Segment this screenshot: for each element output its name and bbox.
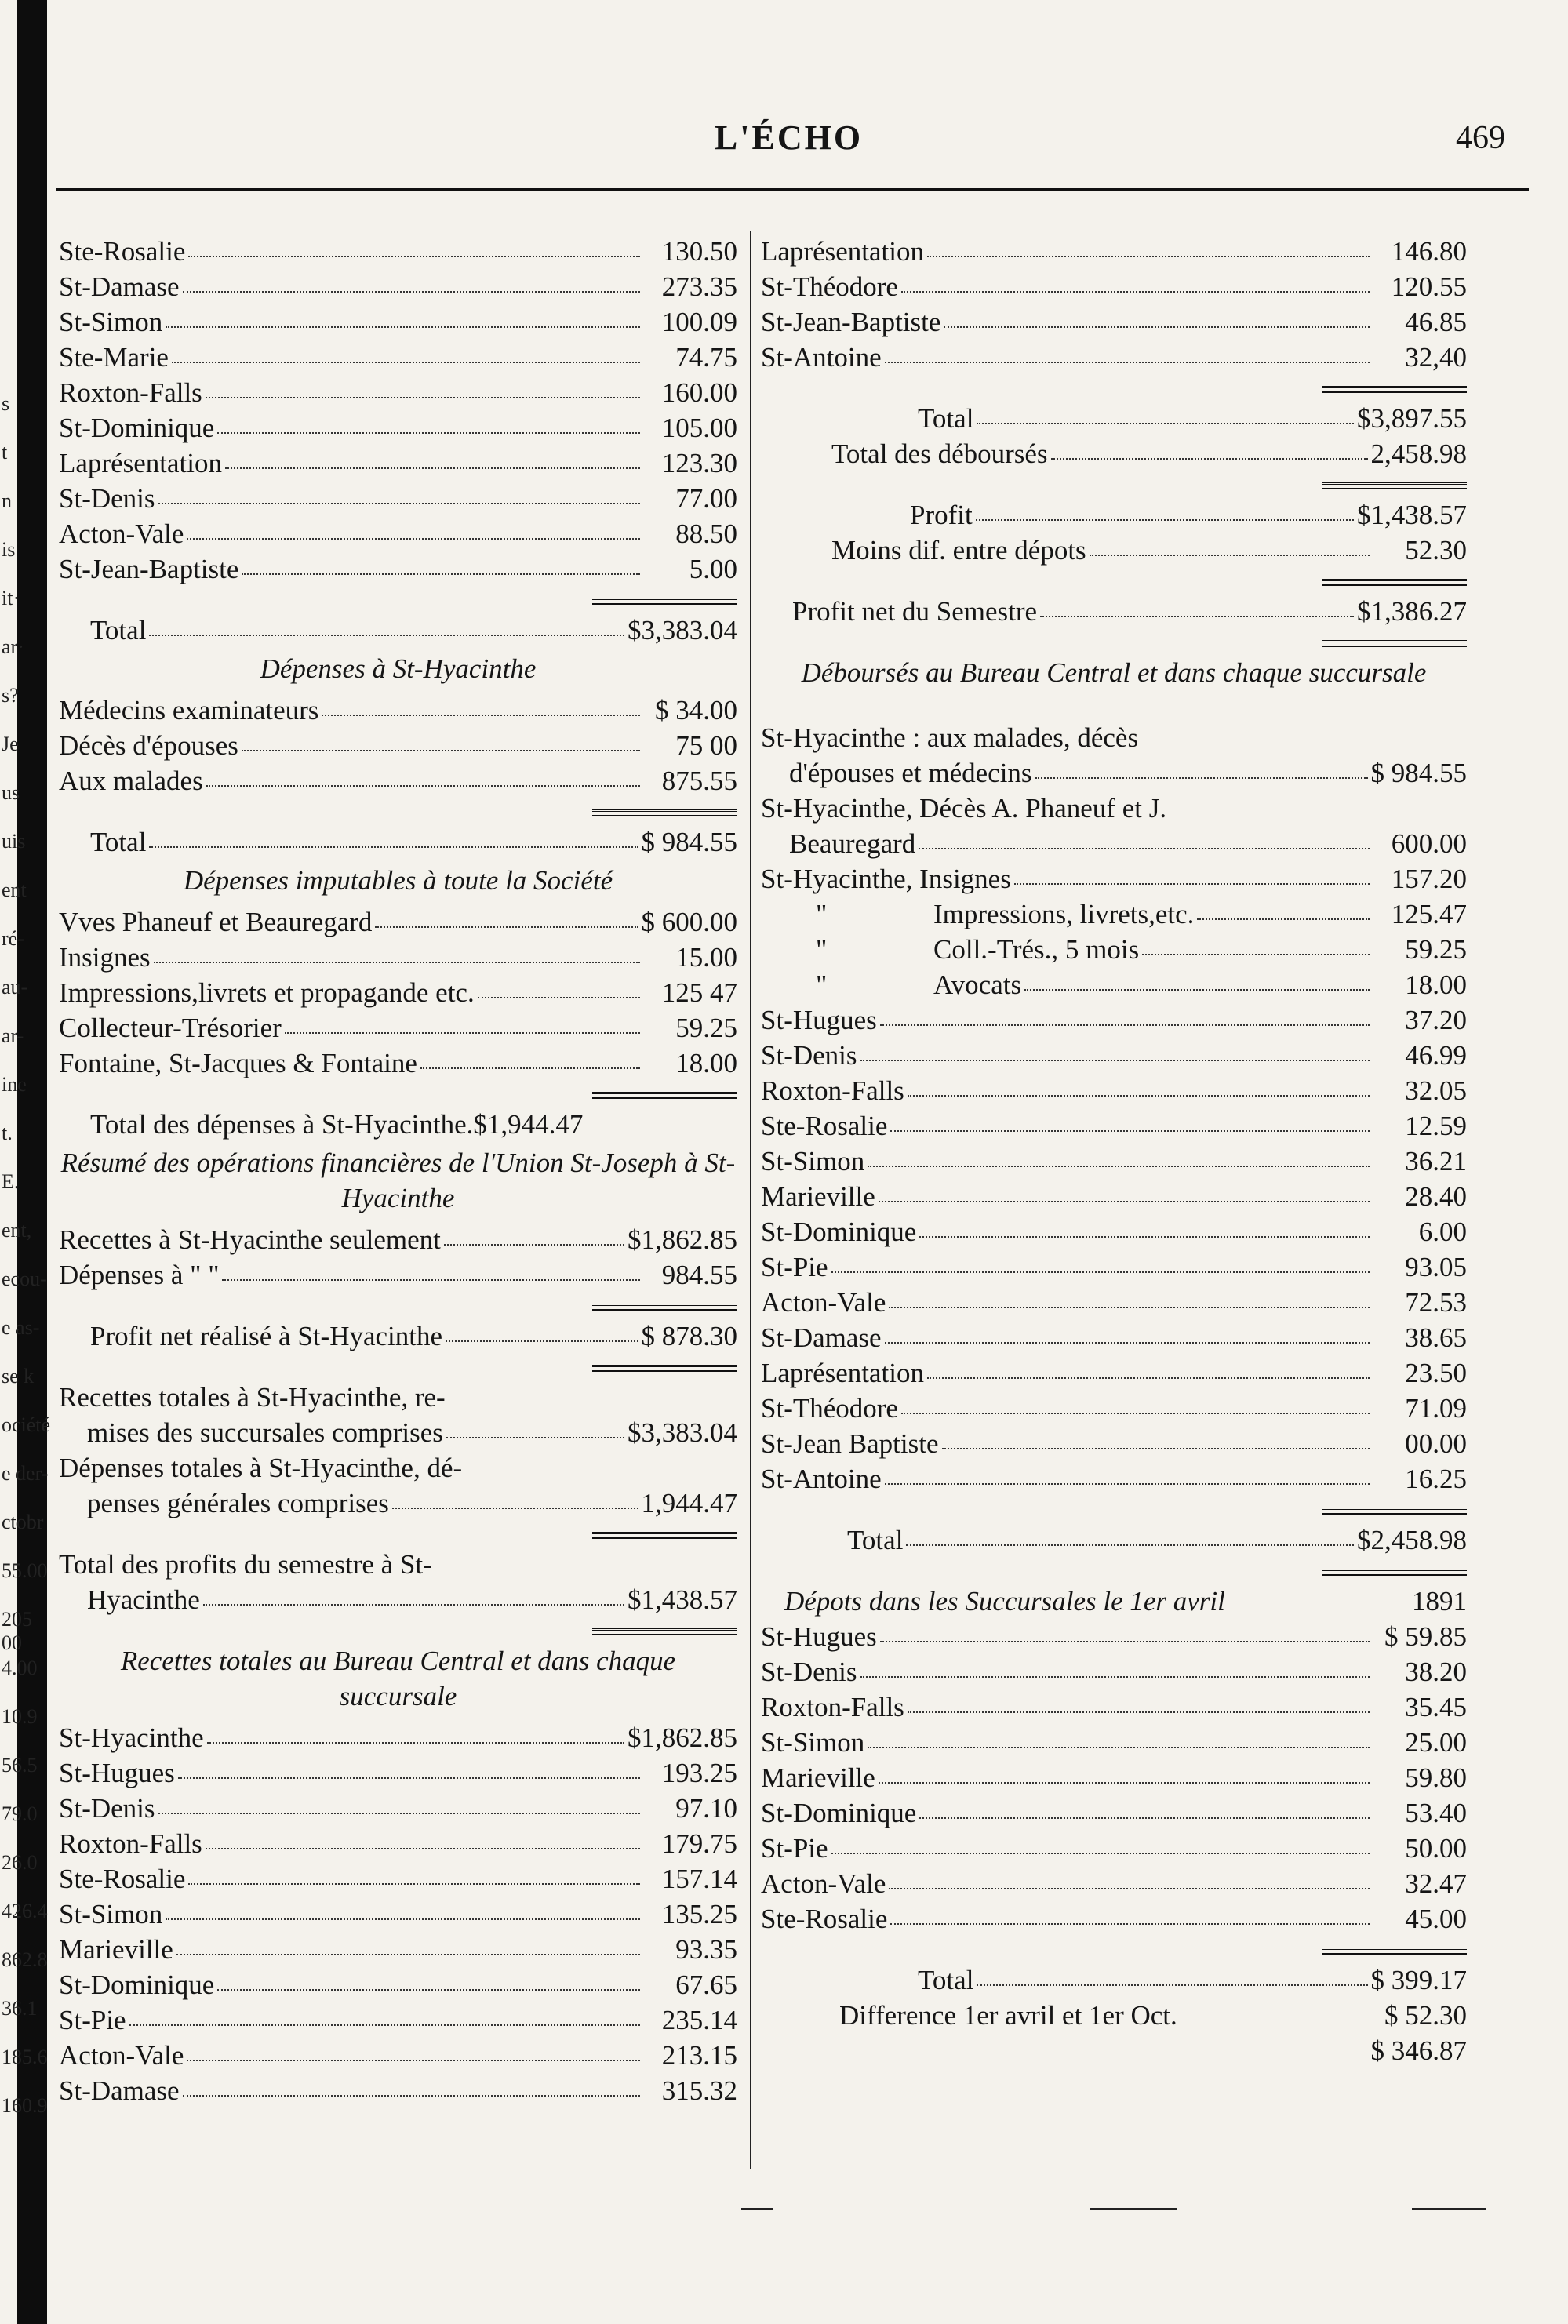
ledger-amount: 273.35: [661, 271, 737, 302]
ledger-amount: 71.09: [1405, 1393, 1467, 1424]
ditto-mark: ": [816, 934, 828, 965]
debourse-total-row: Total $2,458.98: [847, 1525, 1467, 1555]
gutter-fragment: 160.9: [2, 2094, 48, 2117]
ledger-row: [761, 1214, 1467, 1249]
ledger-row: [761, 1391, 1467, 1426]
ledger-label: Ste-Marie: [59, 342, 169, 373]
ledger-label: St-Denis: [59, 1793, 155, 1824]
ledger-label: Impressions,livrets et propagande etc.: [59, 977, 475, 1008]
ledger-row: [761, 234, 1467, 269]
ledger-label: St-Jean-Baptiste: [761, 307, 941, 337]
ledger-row: [761, 1725, 1467, 1760]
ledger-amount: 35.45: [1405, 1692, 1467, 1722]
ledger-amount: $1,862.85: [628, 1722, 737, 1753]
ledger-amount: 72.53: [1405, 1287, 1467, 1318]
gutter-fragment: Je: [2, 733, 19, 755]
gutter-fragment: 185.6: [2, 2046, 48, 2068]
gutter-fragment: 426.4: [2, 1900, 48, 1922]
debourses-list: [761, 1002, 1467, 1497]
section-heading-resume: Résumé des opérations financières de l'Union St-Joseph à St-Hyacinthe: [60, 1147, 736, 1213]
ledger-amount: 50.00: [1405, 1833, 1467, 1864]
ledger-label: St-Pie: [59, 2005, 126, 2035]
gutter-fragment: s: [2, 392, 10, 415]
ledger-row: [761, 1073, 1467, 1108]
ledger-row: [59, 1967, 737, 2002]
gutter-fragment: ar-: [2, 1024, 24, 1047]
right-column: [761, 234, 1467, 2068]
ledger-row: [761, 304, 1467, 340]
ledger-label: Ste-Rosalie: [59, 1864, 186, 1894]
ledger-row: [59, 410, 737, 446]
ledger-label: St-Simon: [761, 1146, 865, 1177]
ledger-label: Acton-Vale: [761, 1868, 886, 1899]
gutter-fragment: 205 00: [2, 1608, 32, 1654]
depenses-totales-entry: Dépenses totales à St-Hyacinthe, dé- penses générales comprises 1,944.47: [59, 1453, 737, 1518]
total-profits-entry: Total des profits du semestre à St- Hyacinthe $1,438.57: [59, 1549, 737, 1615]
ledger-label: Laprésentation: [59, 448, 222, 478]
ledger-amount: 36.21: [1405, 1146, 1467, 1177]
ledger-row: [59, 2073, 737, 2108]
ledger-row: [59, 728, 737, 763]
ledger-row: [59, 975, 737, 1010]
ledger-row: [59, 1826, 737, 1861]
ledger-row: [761, 1654, 1467, 1689]
column-divider: [750, 231, 751, 2169]
ledger-label: St-Hugues: [761, 1005, 877, 1035]
ledger-label: Insignes: [59, 942, 151, 973]
ledger-amount: 74.75: [675, 342, 737, 373]
sum-rule: [592, 598, 737, 605]
ledger-label: St-Dominique: [761, 1798, 917, 1828]
sum-rule: [592, 1532, 737, 1539]
section-heading-depenses: Dépenses à St-Hyacinthe: [260, 653, 537, 684]
ledger-row: [761, 1179, 1467, 1214]
ledger-row: [59, 304, 737, 340]
gutter-fragment: ine: [2, 1073, 27, 1096]
total-debourses-row: Total des déboursés 2,458.98: [831, 438, 1467, 469]
sum-rule: [592, 809, 737, 816]
ledger-label: Laprésentation: [761, 236, 924, 267]
ledger-amount: 46.85: [1405, 307, 1467, 337]
ledger-amount: 93.05: [1405, 1252, 1467, 1282]
ledger-row: [761, 932, 1467, 967]
ledger-row: [761, 1038, 1467, 1073]
total-row: Total $3,383.04: [90, 615, 737, 646]
ledger-label: St-Dominique: [59, 413, 215, 443]
ledger-amount: 120.55: [1391, 271, 1467, 302]
ledger-label: Avocats: [933, 969, 1022, 1000]
sum-rule: [592, 1365, 737, 1372]
ledger-label: Roxton-Falls: [59, 377, 202, 408]
ledger-label: St-Damase: [59, 271, 180, 302]
ledger-label: Marieville: [761, 1762, 875, 1793]
ledger-amount: 315.32: [661, 2075, 737, 2106]
ledger-label: Marieville: [761, 1181, 875, 1212]
ledger-amount: 5.00: [689, 554, 737, 584]
gutter-fragment: ré-: [2, 927, 24, 950]
recettes-list: [59, 1720, 737, 2108]
ledger-label: Fontaine, St-Jacques & Fontaine: [59, 1048, 417, 1078]
sum-rule: [1322, 1508, 1467, 1515]
page-number: 469: [1456, 120, 1505, 156]
ledger-row: [761, 897, 1467, 932]
gutter-fragment: 26.0: [2, 1851, 38, 1874]
ledger-amount: 179.75: [661, 1828, 737, 1859]
ledger-row: [761, 1426, 1467, 1461]
sum-rule: [1322, 1569, 1467, 1576]
ledger-label: St-Simon: [59, 307, 163, 337]
sum-rule: [592, 1092, 737, 1099]
ledger-label: St-Jean Baptiste: [761, 1428, 939, 1459]
ledger-row: [761, 1831, 1467, 1866]
gutter-fragment: it·: [2, 587, 20, 609]
gutter-fragment: 862.8: [2, 1948, 48, 1971]
ledger-row: [59, 1791, 737, 1826]
ledger-amount: 18.00: [1405, 969, 1467, 1000]
ledger-row: [59, 1257, 737, 1293]
ledger-amount: 125.47: [1391, 899, 1467, 929]
ledger-amount: 77.00: [675, 483, 737, 514]
ledger-label: Acton-Vale: [59, 2040, 184, 2071]
sum-rule: [1322, 386, 1467, 393]
ledger-amount: 15.00: [675, 942, 737, 973]
binding-gutter: [0, 0, 56, 2324]
sum-rule: [1322, 579, 1467, 586]
ledger-row: [761, 1002, 1467, 1038]
debourse-deces-entry: St-Hyacinthe, Décès A. Phaneuf et J. Beauregard 600.00: [761, 793, 1467, 859]
ledger-label: St-Dominique: [761, 1217, 917, 1247]
ledger-row: [59, 1861, 737, 1897]
gutter-fragment: is: [2, 538, 16, 561]
ledger-label: Coll.-Trés., 5 mois: [933, 934, 1140, 965]
ledger-label: St-Dominique: [59, 1969, 215, 2000]
sum-rule: [592, 1304, 737, 1311]
footer-mark: [1412, 2208, 1486, 2210]
section-heading-recettes: Recettes totales au Bureau Central et dans chaque succursale: [120, 1646, 676, 1711]
ledger-amount: 45.00: [1405, 1904, 1467, 1934]
ledger-row: [59, 1222, 737, 1257]
debourse-hyacinthe-entry: St-Hyacinthe : aux malades, décès d'épouses et médecins $ 984.55: [761, 722, 1467, 788]
ledger-row: [761, 1461, 1467, 1497]
ledger-amount: 67.65: [675, 1969, 737, 2000]
ledger-label: St-Antoine: [761, 342, 882, 373]
resume-list: [59, 1222, 737, 1293]
ledger-amount: 157.14: [661, 1864, 737, 1894]
gutter-fragment: 55.00: [2, 1559, 48, 1582]
ledger-label: St-Pie: [761, 1833, 828, 1864]
difference-row: Difference 1er avril et 1er Oct. $ 52.30: [839, 2000, 1467, 2031]
depots-total-row: Total $ 399.17: [918, 1965, 1467, 1995]
ledger-amount: 193.25: [661, 1758, 737, 1788]
ledger-amount: $1,862.85: [628, 1224, 737, 1255]
gutter-fragment: ar·: [2, 635, 24, 658]
gutter-fragment: t.: [2, 1122, 13, 1144]
ditto-mark: ": [816, 899, 828, 929]
ledger-label: Médecins examinateurs: [59, 695, 319, 726]
section-heading-debourses: Déboursés au Bureau Central et dans chaque succursale: [801, 657, 1427, 688]
ledger-amount: 59.25: [1405, 934, 1467, 965]
ledger-amount: 213.15: [661, 2040, 737, 2071]
ledger-amount: 16.25: [1405, 1464, 1467, 1494]
ledger-label: St-Hugues: [761, 1621, 877, 1652]
ledger-row: [761, 340, 1467, 375]
ledger-row: [59, 269, 737, 304]
total-row: Total $ 984.55: [90, 827, 737, 857]
ditto-rows: [761, 897, 1467, 1002]
ledger-row: [761, 1108, 1467, 1144]
gutter-fragment: ent: [2, 878, 27, 901]
gutter-fragment: se k: [2, 1365, 35, 1387]
ledger-row: [761, 1795, 1467, 1831]
sum-rule: [592, 1628, 737, 1635]
ledger-label: Ste-Rosalie: [761, 1904, 888, 1934]
gutter-fragment: uis: [2, 830, 26, 853]
ledger-label: Acton-Vale: [761, 1287, 886, 1318]
left-column: [59, 234, 737, 2108]
ledger-label: Collecteur-Trésorier: [59, 1013, 282, 1043]
gutter-fragment: ecou-: [2, 1267, 47, 1290]
ledger-amount: 160.00: [661, 377, 737, 408]
ledger-amount: 38.65: [1405, 1322, 1467, 1353]
ledger-row: [59, 234, 737, 269]
ledger-amount: 123.30: [661, 448, 737, 478]
ledger-amount: 146.80: [1391, 236, 1467, 267]
ledger-amount: 32.47: [1405, 1868, 1467, 1899]
header-rule: [56, 188, 1529, 191]
total-row: Total $3,897.55: [918, 403, 1467, 434]
ledger-row: [59, 904, 737, 940]
ledger-amount: 88.50: [675, 518, 737, 549]
ledger-row: [59, 1932, 737, 1967]
ledger-row: [761, 1249, 1467, 1285]
profit-net-row: Profit net réalisé à St-Hyacinthe $ 878.30: [90, 1321, 737, 1351]
ledger-row: [59, 446, 737, 481]
ledger-amount: 984.55: [661, 1260, 737, 1290]
ledger-amount: 130.50: [661, 236, 737, 267]
footer-mark: [741, 2208, 773, 2210]
ledger-amount: $ 600.00: [641, 907, 737, 937]
ledger-label: Laprésentation: [761, 1358, 924, 1388]
ledger-amount: $ 59.85: [1384, 1621, 1467, 1652]
ledger-row: [761, 1355, 1467, 1391]
ledger-label: Ste-Rosalie: [761, 1111, 888, 1141]
ledger-label: Décès d'épouses: [59, 730, 238, 761]
imputables-list: [59, 904, 737, 1081]
ledger-label: Acton-Vale: [59, 518, 184, 549]
ledger-amount: 125 47: [661, 977, 737, 1008]
ledger-label: St-Denis: [761, 1657, 857, 1687]
ledger-row: [59, 940, 737, 975]
ledger-amount: 23.50: [1405, 1358, 1467, 1388]
gutter-fragment: ctobr: [2, 1511, 44, 1533]
ledger-row: [59, 1755, 737, 1791]
ledger-amount: 32.05: [1405, 1075, 1467, 1106]
gutter-fragment: 36.1: [2, 1997, 38, 2020]
ledger-amount: 875.55: [661, 766, 737, 796]
gutter-fragment: t: [2, 441, 8, 464]
ledger-row: [59, 1046, 737, 1081]
binding-shadow: [17, 0, 47, 2324]
ledger-row: [59, 763, 737, 798]
ledger-label: Dépenses à " ": [59, 1260, 220, 1290]
gutter-fragment: 4.00: [2, 1657, 38, 1679]
ledger-row: [761, 1901, 1467, 1937]
page-header: [56, 118, 1521, 165]
gutter-fragment: n: [2, 489, 12, 512]
branch-list-continued: [761, 234, 1467, 375]
branch-remittances-list: [59, 234, 737, 587]
ledger-label: St-Hugues: [59, 1758, 175, 1788]
ledger-amount: 59.25: [675, 1013, 737, 1043]
ledger-label: Roxton-Falls: [761, 1075, 904, 1106]
sum-rule: [1322, 640, 1467, 647]
ledger-amount: 00.00: [1405, 1428, 1467, 1459]
ledger-amount: 93.35: [675, 1934, 737, 1965]
ledger-row: [761, 1760, 1467, 1795]
gutter-fragment: ociété: [2, 1413, 51, 1436]
ledger-label: Vves Phaneuf et Beauregard: [59, 907, 373, 937]
ledger-label: St-Denis: [761, 1040, 857, 1071]
ledger-label: Marieville: [59, 1934, 173, 1965]
gutter-fragment: 79.0: [2, 1802, 38, 1825]
ledger-row: [761, 1689, 1467, 1725]
ledger-row: [761, 1866, 1467, 1901]
ledger-amount: $ 34.00: [655, 695, 737, 726]
ledger-row: [59, 1720, 737, 1755]
ledger-amount: 59.80: [1405, 1762, 1467, 1793]
gutter-fragment: e as-: [2, 1316, 40, 1339]
ledger-row: [59, 693, 737, 728]
ditto-mark: ": [816, 969, 828, 1000]
journal-title: L'ÉCHO: [714, 118, 864, 157]
ledger-label: Aux malades: [59, 766, 203, 796]
ledger-label: Ste-Rosalie: [59, 236, 186, 267]
ledger-label: St-Denis: [59, 483, 155, 514]
ledger-row: [761, 1144, 1467, 1179]
ledger-label: St-Hyacinthe: [59, 1722, 204, 1753]
ledger-label: Roxton-Falls: [761, 1692, 904, 1722]
ledger-label: St-Damase: [761, 1322, 882, 1353]
ledger-amount: 75 00: [675, 730, 737, 761]
ledger-row: [59, 340, 737, 375]
ledger-amount: 46.99: [1405, 1040, 1467, 1071]
ledger-amount: 38.20: [1405, 1657, 1467, 1687]
debourse-insignes-row: St-Hyacinthe, Insignes 157.20: [761, 864, 1467, 894]
ledger-label: St-Simon: [761, 1727, 865, 1758]
ledger-label: Impressions, livrets,etc.: [933, 899, 1195, 929]
ledger-row: [59, 516, 737, 551]
ledger-row: [761, 1320, 1467, 1355]
ledger-label: St-Damase: [59, 2075, 180, 2106]
sum-rule: [1322, 482, 1467, 489]
ledger-amount: 135.25: [661, 1899, 737, 1929]
ledger-amount: 25.00: [1405, 1727, 1467, 1758]
ledger-row: [59, 2002, 737, 2038]
total-row: Total des dépenses à St-Hyacinthe. $1,944.47: [90, 1109, 584, 1140]
ledger-label: St-Pie: [761, 1252, 828, 1282]
ledger-amount: 6.00: [1418, 1217, 1467, 1247]
ledger-label: St-Théodore: [761, 1393, 898, 1424]
gutter-fragment: e der-: [2, 1462, 49, 1485]
ledger-amount: 97.10: [675, 1793, 737, 1824]
ledger-amount: 18.00: [675, 1048, 737, 1078]
ledger-label: Roxton-Falls: [59, 1828, 202, 1859]
section-heading-depots: Dépots dans les Succursales le 1er avril 1891: [784, 1586, 1467, 1617]
ledger-amount: 32,40: [1405, 342, 1467, 373]
ledger-row: [59, 1010, 737, 1046]
profit-net-semestre-row: Profit net du Semestre $1,386.27: [792, 596, 1467, 627]
ledger-amount: 12.59: [1405, 1111, 1467, 1141]
gutter-fragment: 56.5: [2, 1754, 38, 1777]
gutter-fragment: s?: [2, 684, 19, 707]
ledger-row: [761, 1285, 1467, 1320]
ledger-amount: 235.14: [661, 2005, 737, 2035]
ledger-row: [761, 967, 1467, 1002]
recettes-totales-entry: Recettes totales à St-Hyacinthe, re- mises des succursales comprises $3,383.04: [59, 1382, 737, 1448]
gutter-fragment: 10.9: [2, 1705, 38, 1728]
final-balance-row: $ 346.87: [1370, 2035, 1467, 2066]
ledger-amount: 28.40: [1405, 1181, 1467, 1212]
ledger-label: St-Simon: [59, 1899, 163, 1929]
gutter-fragment: E.: [2, 1170, 20, 1193]
moins-dif-row: Moins dif. entre dépots 52.30: [831, 535, 1467, 566]
gutter-fragment: us: [2, 781, 20, 804]
profit-row: Profit $1,438.57: [910, 500, 1467, 530]
ledger-row: [59, 1897, 737, 1932]
ledger-amount: 53.40: [1405, 1798, 1467, 1828]
gutter-fragment: ent,: [2, 1219, 32, 1242]
ledger-row: [59, 481, 737, 516]
section-heading-imputables: Dépenses imputables à toute la Société: [183, 865, 613, 896]
ledger-amount: 37.20: [1405, 1005, 1467, 1035]
depots-list: [761, 1619, 1467, 1937]
ledger-label: St-Jean-Baptiste: [59, 554, 239, 584]
ledger-label: St-Antoine: [761, 1464, 882, 1494]
ledger-label: Recettes à St-Hyacinthe seulement: [59, 1224, 441, 1255]
ledger-row: [59, 375, 737, 410]
sum-rule: [1322, 1948, 1467, 1955]
footer-mark: [1090, 2208, 1177, 2210]
ledger-amount: 105.00: [661, 413, 737, 443]
gutter-fragment: au-: [2, 976, 28, 998]
ledger-row: [761, 269, 1467, 304]
ledger-row: [59, 551, 737, 587]
depenses-list: [59, 693, 737, 798]
ledger-row: [59, 2038, 737, 2073]
ledger-row: [761, 1619, 1467, 1654]
ledger-amount: 100.09: [661, 307, 737, 337]
ledger-label: St-Théodore: [761, 271, 898, 302]
